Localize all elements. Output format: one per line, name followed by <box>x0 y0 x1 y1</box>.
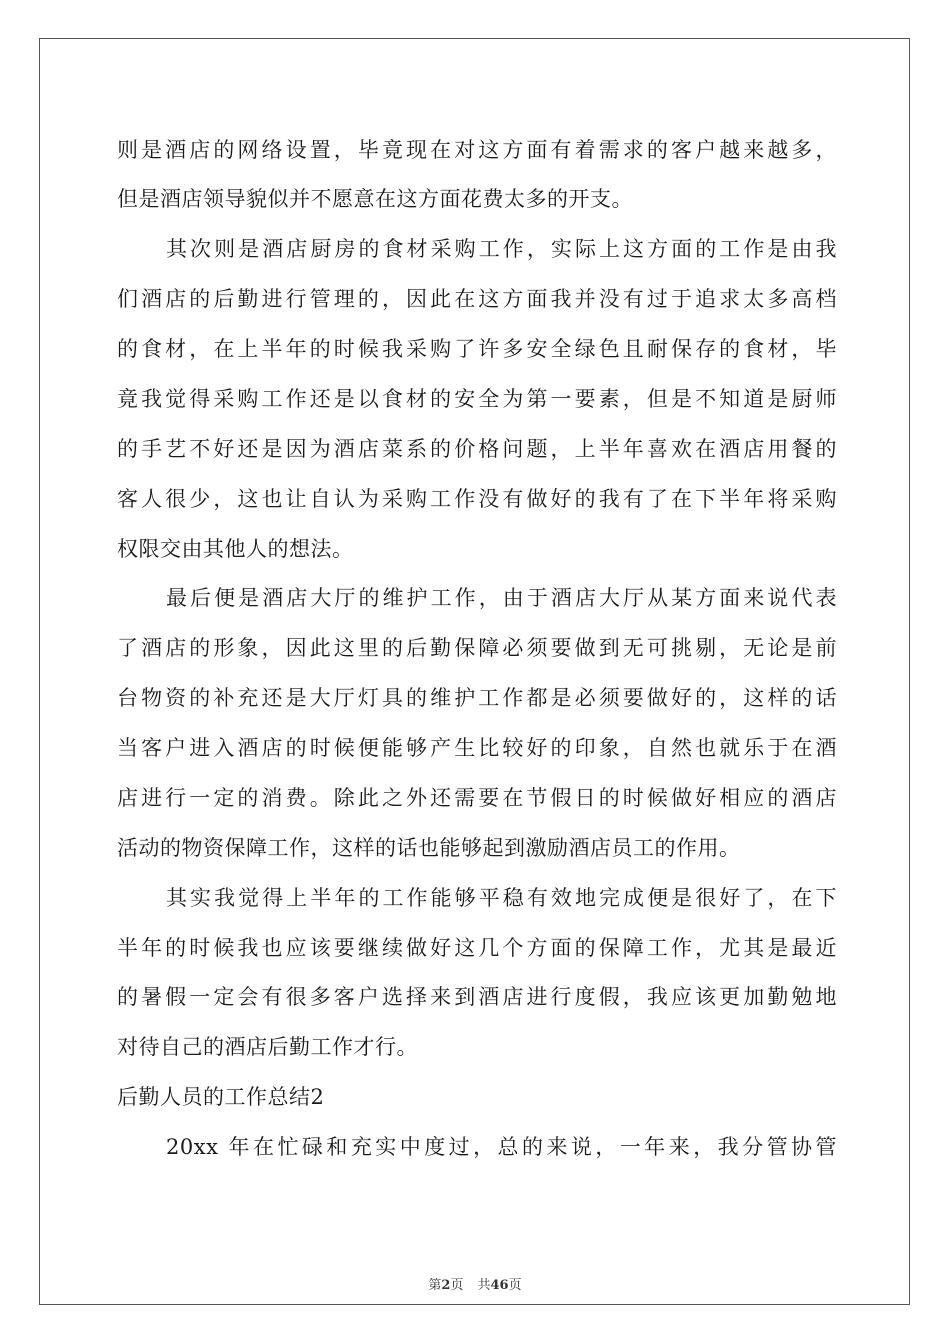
page-suffix: 页 <box>450 1278 464 1293</box>
section-heading: 后勤人员的工作总结2 <box>117 1085 325 1109</box>
total-prefix: 共 <box>477 1278 491 1293</box>
body-text-line: 竟我觉得采购工作还是以食材的安全为第一要素，但是不知道是厨师 <box>117 387 837 411</box>
body-text-line: 台物资的补充还是大厅灯具的维护工作都是必须要做好的，这样的话 <box>117 686 837 710</box>
total-suffix: 页 <box>508 1278 522 1293</box>
body-text-line: 权限交由其他人的想法。 <box>117 537 354 561</box>
body-text-line: 的手艺不好还是因为酒店菜系的价格问题，上半年喜欢在酒店用餐的 <box>117 437 837 461</box>
total-page-count: 46 <box>490 1278 509 1293</box>
page-prefix: 第 <box>428 1278 442 1293</box>
body-text-line: 则是酒店的网络设置，毕竟现在对这方面有着需求的客户越来越多， <box>117 138 837 162</box>
body-text-line: 们酒店的后勤进行管理的，因此在这方面我并没有过于追求太多高档 <box>117 287 837 311</box>
body-text-line: 店进行一定的消费。除此之外还需要在节假日的时候做好相应的酒店 <box>117 786 837 810</box>
body-text-line: 对待自己的酒店后勤工作才行。 <box>117 1035 418 1059</box>
body-text-line: 半年的时候我也应该要继续做好这几个方面的保障工作，尤其是最近 <box>117 936 837 960</box>
current-page-number: 2 <box>441 1278 451 1293</box>
paragraph-start-line: 最后便是酒店大厅的维护工作，由于酒店大厅从某方面来说代表 <box>166 586 837 610</box>
paragraph-start-line: 其实我觉得上半年的工作能够平稳有效地完成便是很好了，在下 <box>166 886 837 910</box>
paragraph-start-line: 20xx 年在忙碌和充实中度过，总的来说，一年来，我分管协管 <box>166 1135 837 1159</box>
body-text-line: 但是酒店领导貌似并不愿意在这方面花费太多的开支。 <box>117 187 633 211</box>
page-border <box>39 38 910 1305</box>
body-text-line: 活动的物资保障工作，这样的话也能够起到激励酒店员工的作用。 <box>117 836 741 860</box>
paragraph-start-line: 其次则是酒店厨房的食材采购工作，实际上这方面的工作是由我 <box>166 237 837 261</box>
body-text-line: 了酒店的形象，因此这里的后勤保障必须要做到无可挑剔，无论是前 <box>117 636 837 660</box>
page-footer <box>0 1278 950 1294</box>
body-text-line: 的食材，在上半年的时候我采购了许多安全绿色且耐保存的食材，毕 <box>117 337 837 361</box>
body-text-line: 的暑假一定会有很多客户选择来到酒店进行度假，我应该更加勤勉地 <box>117 985 837 1009</box>
body-text-line: 客人很少，这也让自认为采购工作没有做好的我有了在下半年将采购 <box>117 487 837 511</box>
body-text-line: 当客户进入酒店的时候便能够产生比较好的印象，自然也就乐于在酒 <box>117 736 837 760</box>
